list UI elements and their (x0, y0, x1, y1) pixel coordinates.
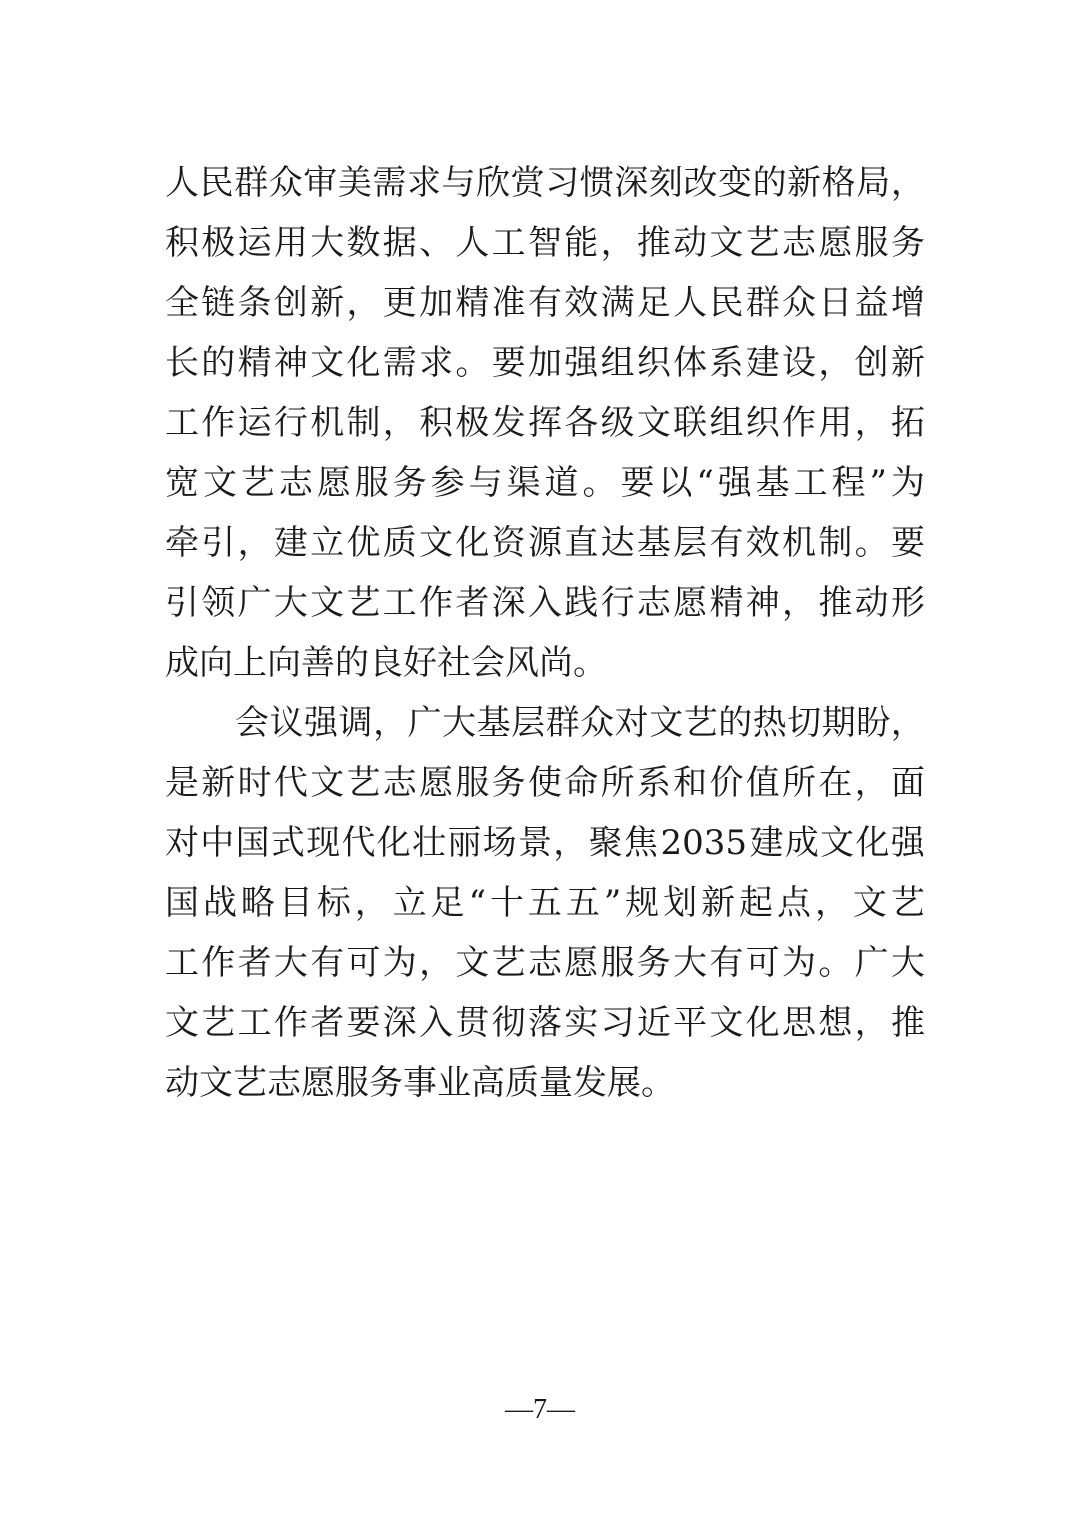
text-line: 牵 引 ， 建 立 优 质 文 化 资 源 直 达 基 层 有 效 机 制 。 要 (165, 523, 925, 563)
text-line: 是 新 时 代 文 艺 志 愿 服 务 使 命 所 系 和 价 值 所 在 ， 面 (165, 763, 925, 803)
text-line: 人 民 群 众 审 美 需 求 与 欣 赏 习 惯 深 刻 改 变 的 新 格 局 ， (165, 163, 925, 203)
text-line: 国 战 略 目 标 ， 立 足 “ 十 五 五 ” 规 划 新 起 点 ， 文 艺 (165, 883, 925, 923)
text-line: 对 中 国 式 现 代 化 壮 丽 场 景 ， 聚 焦 2035 建 成 文 化 强 (165, 823, 925, 863)
text-line: 会 议 强 调 ， 广 大 基 层 群 众 对 文 艺 的 热 切 期 盼 ， (235, 703, 925, 743)
page-number: —7— (505, 1394, 575, 1425)
text-line: 动文艺志愿服务事业高质量发展。 (165, 1063, 675, 1103)
text-line: 工 作 运 行 机 制 ， 积 极 发 挥 各 级 文 联 组 织 作 用 ， 拓 (165, 403, 925, 443)
text-line: 积 极 运 用 大 数 据 、 人 工 智 能 ， 推 动 文 艺 志 愿 服 务 (165, 223, 925, 263)
text-line: 宽 文 艺 志 愿 服 务 参 与 渠 道 。 要 以 “ 强 基 工 程 ” 为 (165, 463, 925, 503)
text-line: 引 领 广 大 文 艺 工 作 者 深 入 践 行 志 愿 精 神 ， 推 动 形 (165, 583, 925, 623)
text-line: 长 的 精 神 文 化 需 求 。 要 加 强 组 织 体 系 建 设 ， 创 新 (165, 343, 925, 383)
text-line: 全 链 条 创 新 ， 更 加 精 准 有 效 满 足 人 民 群 众 日 益 增 (165, 283, 925, 323)
body-text (165, 153, 925, 1113)
text-line: 成向上向善的良好社会风尚。 (165, 643, 607, 683)
paragraph-2 (165, 693, 925, 1113)
text-line: 工 作 者 大 有 可 为 ， 文 艺 志 愿 服 务 大 有 可 为 。 广 大 (165, 943, 925, 983)
text-line: 文 艺 工 作 者 要 深 入 贯 彻 落 实 习 近 平 文 化 思 想 ， 推 (165, 1003, 925, 1043)
paragraph-1 (165, 153, 925, 693)
